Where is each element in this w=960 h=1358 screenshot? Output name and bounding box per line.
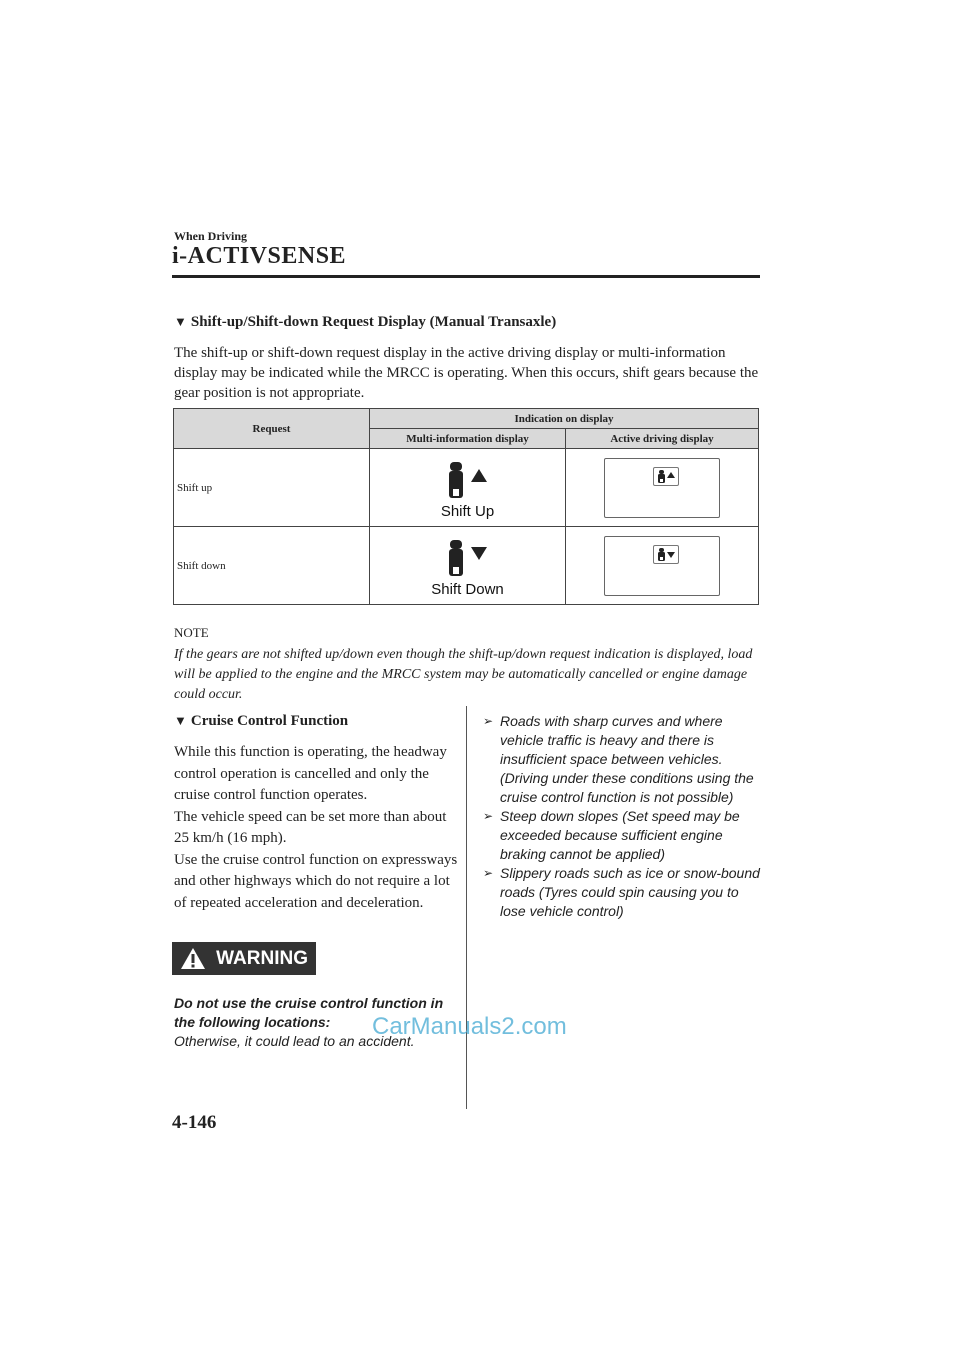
col-header-adv: Active driving display: [566, 429, 759, 449]
warning-bullet-list: [483, 712, 768, 921]
shift-request-heading-text: Shift-up/Shift-down Request Display (Manual Transaxle): [190, 314, 557, 330]
shift-down-icon: [656, 548, 676, 561]
col-header-request: Request: [174, 409, 370, 449]
active-display-screen: [604, 458, 720, 518]
shift-up-icon: [447, 461, 489, 501]
list-item-text: Steep down slopes (Set speed may be exceeded because sufficient engine braking cannot be applied): [500, 808, 740, 862]
adv-cell: [566, 527, 759, 605]
mid-cell: [370, 527, 566, 605]
list-item-text: Roads with sharp curves and where vehicle traffic is heavy and there is insufficient space between vehicles. (Driving under these conditions using the cruise control function is not possible): [500, 713, 754, 805]
mid-text: Shift Down: [431, 581, 504, 598]
list-item: [483, 864, 768, 921]
watermark: CarManuals2.com: [372, 1013, 567, 1040]
warning-icon: [180, 947, 206, 970]
arrow-bullet-icon: ➢: [483, 714, 494, 728]
cruise-heading-text: Cruise Control Function: [190, 713, 349, 729]
mid-cell: [370, 449, 566, 527]
warning-badge: [172, 942, 316, 975]
warning-bold-text: Do not use the cruise control function in the following locations:: [174, 995, 444, 1030]
chapter-title: i-ACTIVSENSE: [172, 243, 347, 269]
cruise-body-line: The vehicle speed can be set more than about 25 km/h (16 mph).: [174, 808, 447, 846]
section-marker: ▼: [174, 314, 187, 329]
request-table: [173, 408, 759, 605]
arrow-bullet-icon: ➢: [483, 866, 494, 880]
shift-up-icon: [656, 470, 676, 483]
cruise-body-line: Use the cruise control function on expressways and other highways which do not require a lot of repeated acceleration and deceleration.: [174, 851, 458, 911]
header-rule: [172, 275, 760, 278]
list-item: [483, 712, 768, 807]
table-row: [174, 527, 759, 605]
shift-request-heading: [174, 314, 556, 331]
note-body: If the gears are not shifted up/down even though the shift-up/down request indication is displayed, load will be applied to the engine and the MRCC system may be automatically cancelled or engine damage could occur.: [174, 647, 753, 702]
shift-request-body: The shift-up or shift-down request display in the active driving display or multi-information display may be indicated while the MRCC is operating. When this occurs, shift gears because the gear position is not appropriate.: [174, 345, 759, 401]
note-title: NOTE: [174, 625, 209, 640]
cruise-heading: [174, 713, 348, 730]
cruise-body-line: While this function is operating, the headway control operation is cancelled and only the cruise control function operates.: [174, 744, 447, 803]
request-cell: Shift up: [174, 449, 370, 527]
warning-label: WARNING: [216, 947, 308, 969]
arrow-bullet-icon: ➢: [483, 809, 494, 823]
mid-text: Shift Up: [440, 503, 495, 520]
table-row: [174, 449, 759, 527]
section-marker: ▼: [174, 713, 187, 728]
adv-cell: [566, 449, 759, 527]
request-cell: Shift down: [174, 527, 370, 605]
warning-text: Otherwise, it could lead to an accident.: [174, 1033, 415, 1049]
list-item: [483, 807, 768, 864]
shift-down-icon: [447, 539, 489, 579]
active-display-screen: [604, 536, 720, 596]
list-item-text: Slippery roads such as ice or snow-bound roads (Tyres could spin causing you to lose vehicle control): [500, 865, 760, 919]
page-number: 4-146: [172, 1112, 217, 1133]
cruise-body: [174, 742, 464, 914]
column-divider: [466, 706, 467, 1109]
col-header-mid: Multi-information display: [370, 429, 566, 449]
section-label: When Driving: [174, 229, 248, 243]
col-header-indication: Indication on display: [370, 409, 759, 429]
